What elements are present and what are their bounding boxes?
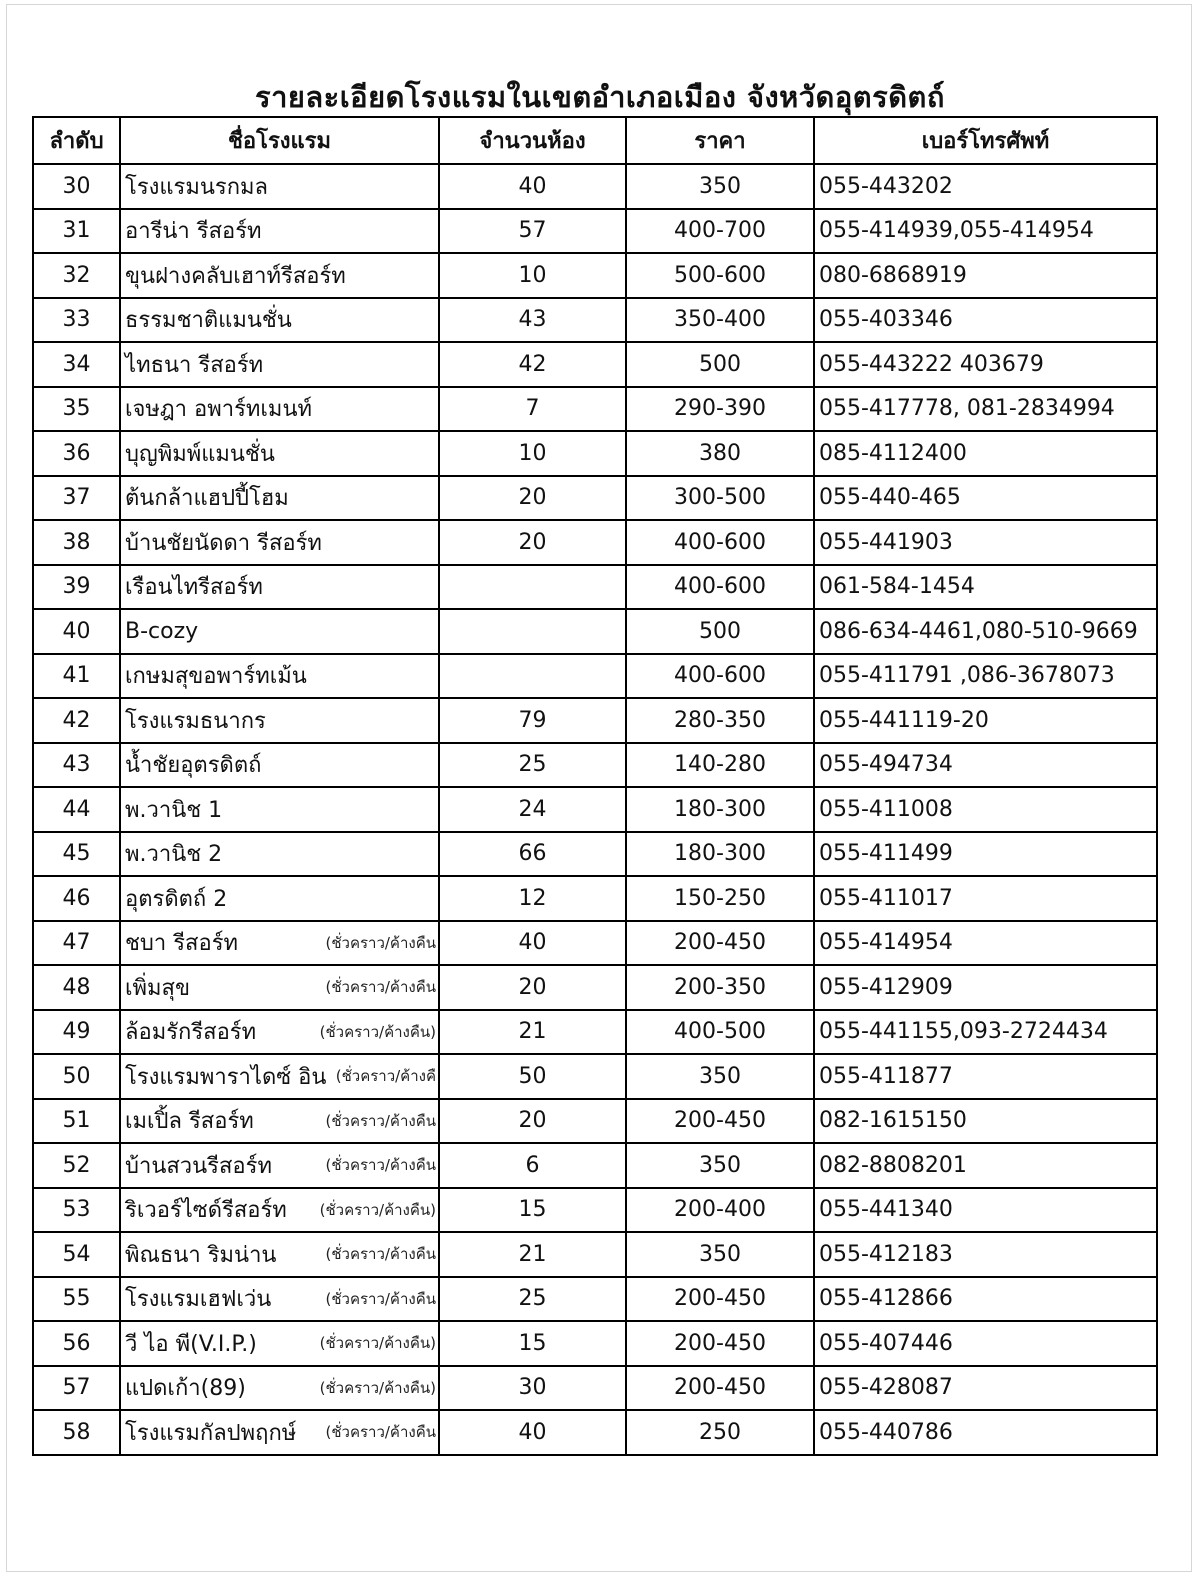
hotel-name-cell [120, 832, 439, 877]
hotel-name-cell [120, 209, 439, 254]
hotel-name: ขุนฝางคลับเฮาท์รีสอร์ท [125, 263, 346, 289]
phone-number: 055-411017 [814, 876, 1157, 921]
hotel-name-cell [120, 787, 439, 832]
table-row [33, 565, 1157, 610]
phone-number: 055-407446 [814, 1321, 1157, 1366]
hotel-name: บ้านชัยนัดดา รีสอร์ท [125, 530, 322, 556]
row-number: 53 [33, 1188, 120, 1233]
row-number: 45 [33, 832, 120, 877]
hotel-name: ไทธนา รีสอร์ท [125, 352, 264, 378]
price-range: 200-450 [626, 1099, 814, 1144]
row-number: 32 [33, 253, 120, 298]
hotel-name-cell [120, 565, 439, 610]
hotel-name: เกษมสุขอพาร์ทเม้น [125, 664, 307, 690]
stay-type-note: (ชั่วคราว/ค้างคืน) [319, 1200, 436, 1219]
stay-type-note: (ชั่วคราว/ค้างคื [335, 1067, 436, 1086]
row-number: 40 [33, 609, 120, 654]
room-count: 24 [439, 787, 626, 832]
room-count: 43 [439, 298, 626, 343]
row-number: 41 [33, 654, 120, 699]
table-row [33, 298, 1157, 343]
hotel-name-cell [120, 1143, 439, 1188]
stay-type-note: (ชั่วคราว/ค้างคืน [325, 1111, 436, 1130]
row-number: 36 [33, 431, 120, 476]
hotel-name-cell [120, 1277, 439, 1322]
room-count: 79 [439, 698, 626, 743]
room-count: 66 [439, 832, 626, 877]
row-number: 42 [33, 698, 120, 743]
phone-number: 055-403346 [814, 298, 1157, 343]
stay-type-note: (ชั่วคราว/ค้างคืน) [319, 1378, 436, 1397]
header-phone: เบอร์โทรศัพท์ [814, 117, 1157, 164]
table-row [33, 1277, 1157, 1322]
hotel-name-cell [120, 1054, 439, 1099]
price-range: 200-450 [626, 1321, 814, 1366]
row-number: 46 [33, 876, 120, 921]
price-range: 200-350 [626, 965, 814, 1010]
hotel-name: เมเปิ้ล รีสอร์ท [125, 1109, 254, 1135]
row-number: 37 [33, 476, 120, 521]
phone-number: 055-414939,055-414954 [814, 209, 1157, 254]
hotel-name: ล้อมรักรีสอร์ท [125, 1020, 257, 1046]
phone-number: 055-441903 [814, 520, 1157, 565]
phone-number: 055-412866 [814, 1277, 1157, 1322]
row-number: 52 [33, 1143, 120, 1188]
hotel-name: วี ไอ พี(V.I.P.) [125, 1331, 257, 1357]
hotel-name-cell [120, 1366, 439, 1411]
table-row [33, 1232, 1157, 1277]
row-number: 34 [33, 342, 120, 387]
table-row [33, 1054, 1157, 1099]
room-count [439, 654, 626, 699]
room-count: 40 [439, 921, 626, 966]
table-body [33, 164, 1157, 1455]
row-number: 44 [33, 787, 120, 832]
phone-number: 055-411008 [814, 787, 1157, 832]
hotel-name: ชบา รีสอร์ท [125, 931, 239, 957]
stay-type-note: (ชั่วคราว/ค้างคืน [325, 1423, 436, 1442]
hotel-name: ธรรมชาติแมนชั่น [125, 308, 292, 334]
table-row [33, 209, 1157, 254]
row-number: 54 [33, 1232, 120, 1277]
table-row [33, 654, 1157, 699]
row-number: 51 [33, 1099, 120, 1144]
room-count: 15 [439, 1321, 626, 1366]
stay-type-note: (ชั่วคราว/ค้างคืน) [319, 1022, 436, 1041]
price-range: 180-300 [626, 832, 814, 877]
phone-number: 055-428087 [814, 1366, 1157, 1411]
phone-number: 055-411877 [814, 1054, 1157, 1099]
table-row [33, 698, 1157, 743]
hotel-name-cell [120, 520, 439, 565]
table-row [33, 1099, 1157, 1144]
room-count: 7 [439, 387, 626, 432]
price-range: 300-500 [626, 476, 814, 521]
phone-number: 055-414954 [814, 921, 1157, 966]
hotel-name: พ.วานิช 2 [125, 842, 223, 868]
room-count: 40 [439, 1410, 626, 1455]
stay-type-note: (ชั่วคราว/ค้างคืน [325, 933, 436, 952]
table-row [33, 1010, 1157, 1055]
hotel-name-cell [120, 253, 439, 298]
price-range: 350 [626, 1054, 814, 1099]
hotel-name: ต้นกล้าแฮปปี้โฮม [125, 486, 289, 512]
room-count [439, 565, 626, 610]
price-range: 180-300 [626, 787, 814, 832]
price-range: 400-500 [626, 1010, 814, 1055]
room-count: 42 [439, 342, 626, 387]
hotel-name-cell [120, 698, 439, 743]
price-range: 350 [626, 1143, 814, 1188]
phone-number: 055-412909 [814, 965, 1157, 1010]
room-count: 30 [439, 1366, 626, 1411]
table-row [33, 1321, 1157, 1366]
table-row [33, 965, 1157, 1010]
phone-number: 055-411791 ,086-3678073 [814, 654, 1157, 699]
hotel-name: น้ำชัยอุตรดิตถ์ [125, 753, 262, 779]
hotel-name-cell [120, 164, 439, 209]
header-rooms: จำนวนห้อง [439, 117, 626, 164]
stay-type-note: (ชั่วคราว/ค้างคืน [325, 1289, 436, 1308]
room-count [439, 609, 626, 654]
room-count: 20 [439, 1099, 626, 1144]
hotel-name-cell [120, 654, 439, 699]
phone-number: 055-441155,093-2724434 [814, 1010, 1157, 1055]
price-range: 500 [626, 609, 814, 654]
room-count: 15 [439, 1188, 626, 1233]
table-row [33, 1188, 1157, 1233]
table-row [33, 743, 1157, 788]
table-row [33, 520, 1157, 565]
price-range: 400-700 [626, 209, 814, 254]
room-count: 50 [439, 1054, 626, 1099]
phone-number: 055-440-465 [814, 476, 1157, 521]
hotel-table [32, 116, 1158, 1456]
price-range: 350 [626, 1232, 814, 1277]
room-count: 25 [439, 1277, 626, 1322]
phone-number: 080-6868919 [814, 253, 1157, 298]
hotel-name: โรงแรมเฮฟเว่น [125, 1287, 272, 1313]
row-number: 49 [33, 1010, 120, 1055]
stay-type-note: (ชั่วคราว/ค้างคืน [325, 1156, 436, 1175]
phone-number: 082-1615150 [814, 1099, 1157, 1144]
hotel-name-cell [120, 921, 439, 966]
row-number: 30 [33, 164, 120, 209]
hotel-name-cell [120, 1321, 439, 1366]
phone-number: 055-417778, 081-2834994 [814, 387, 1157, 432]
room-count: 20 [439, 476, 626, 521]
price-range: 250 [626, 1410, 814, 1455]
hotel-name: พ.วานิช 1 [125, 797, 223, 823]
price-range: 200-450 [626, 1366, 814, 1411]
phone-number: 055-412183 [814, 1232, 1157, 1277]
price-range: 350 [626, 164, 814, 209]
phone-number: 055-440786 [814, 1410, 1157, 1455]
row-number: 35 [33, 387, 120, 432]
price-range: 350-400 [626, 298, 814, 343]
hotel-name: เพิ่มสุข [125, 975, 190, 1001]
header-no: ลำดับ [33, 117, 120, 164]
header-price: ราคา [626, 117, 814, 164]
row-number: 33 [33, 298, 120, 343]
hotel-name: B-cozy [125, 618, 199, 644]
phone-number: 055-411499 [814, 832, 1157, 877]
price-range: 200-450 [626, 921, 814, 966]
header-hotel-name: ชื่อโรงแรม [120, 117, 439, 164]
hotel-name: โรงแรมนรกมล [125, 174, 269, 200]
hotel-name: อารีน่า รีสอร์ท [125, 219, 262, 245]
row-number: 57 [33, 1366, 120, 1411]
row-number: 50 [33, 1054, 120, 1099]
price-range: 150-250 [626, 876, 814, 921]
hotel-name-cell [120, 609, 439, 654]
room-count: 10 [439, 431, 626, 476]
hotel-name-cell [120, 1010, 439, 1055]
phone-number: 055-494734 [814, 743, 1157, 788]
row-number: 38 [33, 520, 120, 565]
table-row [33, 921, 1157, 966]
price-range: 280-350 [626, 698, 814, 743]
hotel-name: เจษฎา อพาร์ทเมนท์ [125, 397, 312, 423]
price-range: 500 [626, 342, 814, 387]
phone-number: 086-634-4461,080-510-9669 [814, 609, 1157, 654]
hotel-name: เรือนไทรีสอร์ท [125, 575, 263, 601]
room-count: 20 [439, 520, 626, 565]
row-number: 56 [33, 1321, 120, 1366]
price-range: 200-400 [626, 1188, 814, 1233]
room-count: 20 [439, 965, 626, 1010]
hotel-name-cell [120, 1410, 439, 1455]
table-row [33, 476, 1157, 521]
price-range: 400-600 [626, 565, 814, 610]
room-count: 21 [439, 1010, 626, 1055]
table-row [33, 1410, 1157, 1455]
document-title: รายละเอียดโรงแรมในเขตอำเภอเมือง จังหวัดอุตรดิตถ์ [255, 80, 945, 114]
phone-number: 061-584-1454 [814, 565, 1157, 610]
room-count: 21 [439, 1232, 626, 1277]
hotel-name: ริเวอร์ไซด์รีสอร์ท [125, 1198, 287, 1224]
hotel-name-cell [120, 1099, 439, 1144]
hotel-name-cell [120, 476, 439, 521]
hotel-name-cell [120, 965, 439, 1010]
hotel-name-cell [120, 387, 439, 432]
room-count: 10 [439, 253, 626, 298]
phone-number: 055-441340 [814, 1188, 1157, 1233]
row-number: 58 [33, 1410, 120, 1455]
hotel-name-cell [120, 1232, 439, 1277]
price-range: 500-600 [626, 253, 814, 298]
price-range: 400-600 [626, 654, 814, 699]
row-number: 55 [33, 1277, 120, 1322]
room-count: 40 [439, 164, 626, 209]
hotel-name: บุญพิมพ์แมนชั่น [125, 441, 275, 467]
hotel-name: โรงแรมพาราไดซ์ อิน [125, 1064, 327, 1090]
room-count: 57 [439, 209, 626, 254]
hotel-name-cell [120, 431, 439, 476]
row-number: 39 [33, 565, 120, 610]
hotel-name-cell [120, 1188, 439, 1233]
phone-number: 082-8808201 [814, 1143, 1157, 1188]
table-row [33, 253, 1157, 298]
table-row [33, 609, 1157, 654]
hotel-name: พิณธนา ริมน่าน [125, 1242, 277, 1268]
stay-type-note: (ชั่วคราว/ค้างคืน [325, 1245, 436, 1264]
phone-number: 055-441119-20 [814, 698, 1157, 743]
header-row [33, 117, 1157, 164]
table-row [33, 1143, 1157, 1188]
hotel-name: โรงแรมธนากร [125, 708, 266, 734]
table-row [33, 431, 1157, 476]
table-row [33, 164, 1157, 209]
table-row [33, 342, 1157, 387]
stay-type-note: (ชั่วคราว/ค้างคืน) [319, 1334, 436, 1353]
hotel-name: โรงแรมกัลปพฤกษ์ [125, 1420, 297, 1446]
hotel-name-cell [120, 342, 439, 387]
room-count: 12 [439, 876, 626, 921]
stay-type-note: (ชั่วคราว/ค้างคืน [325, 978, 436, 997]
room-count: 6 [439, 1143, 626, 1188]
row-number: 31 [33, 209, 120, 254]
table-row [33, 787, 1157, 832]
price-range: 140-280 [626, 743, 814, 788]
phone-number: 055-443202 [814, 164, 1157, 209]
phone-number: 085-4112400 [814, 431, 1157, 476]
table-row [33, 387, 1157, 432]
price-range: 400-600 [626, 520, 814, 565]
row-number: 48 [33, 965, 120, 1010]
row-number: 47 [33, 921, 120, 966]
row-number: 43 [33, 743, 120, 788]
room-count: 25 [439, 743, 626, 788]
price-range: 200-450 [626, 1277, 814, 1322]
price-range: 290-390 [626, 387, 814, 432]
hotel-name: แปดเก้า(89) [125, 1376, 246, 1402]
table-row [33, 876, 1157, 921]
hotel-name-cell [120, 743, 439, 788]
table-row [33, 832, 1157, 877]
phone-number: 055-443222 403679 [814, 342, 1157, 387]
price-range: 380 [626, 431, 814, 476]
hotel-name-cell [120, 298, 439, 343]
hotel-name: บ้านสวนรีสอร์ท [125, 1153, 272, 1179]
hotel-name-cell [120, 876, 439, 921]
hotel-name: อุตรดิตถ์ 2 [125, 886, 228, 912]
table-row [33, 1366, 1157, 1411]
